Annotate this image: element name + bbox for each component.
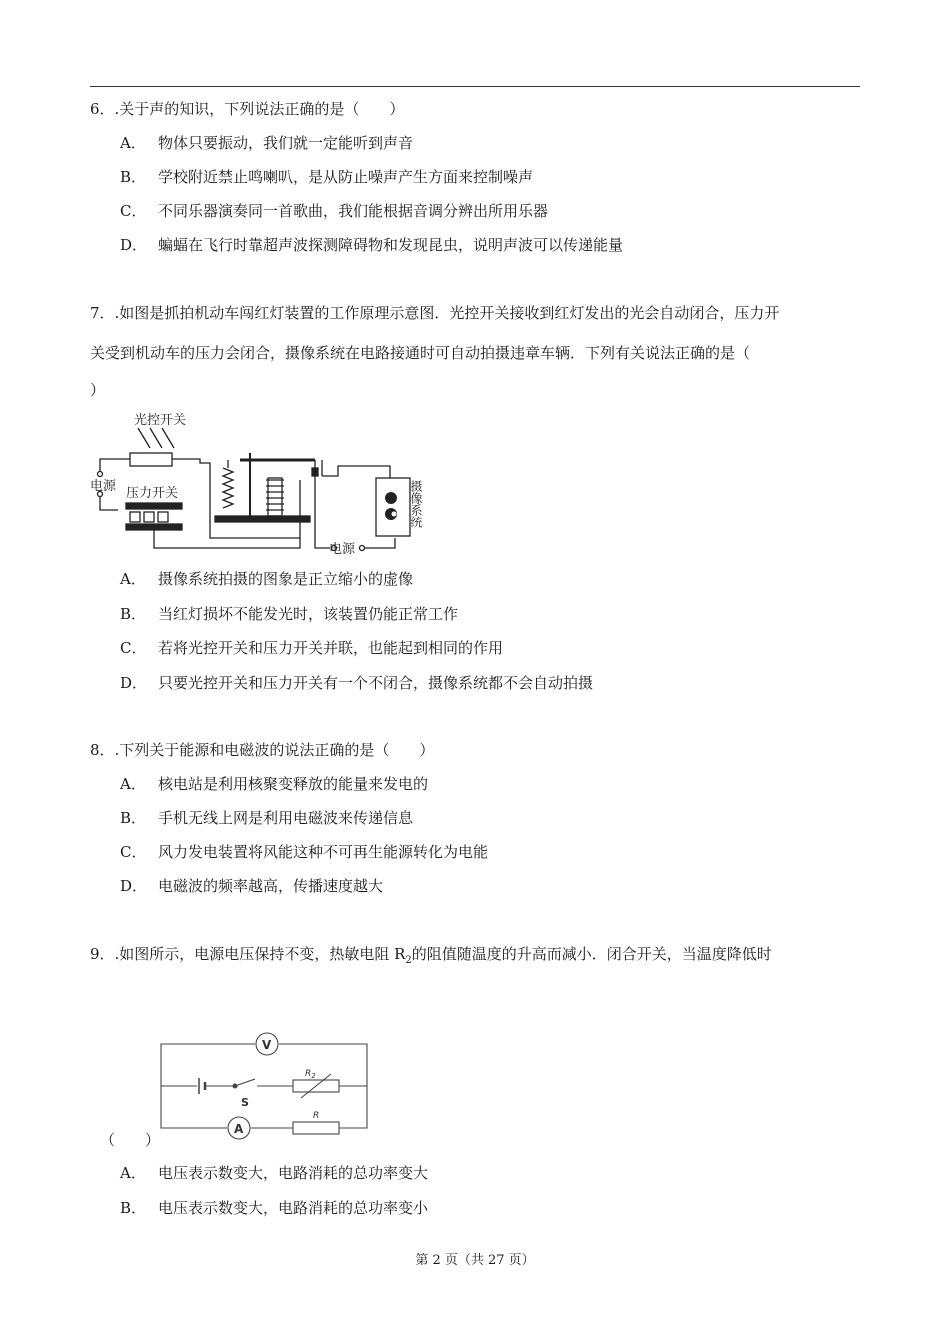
wire-pressure-out <box>154 530 300 548</box>
q8-stem: 8．.下列关于能源和电磁波的说法正确的是（ ） <box>90 741 435 759</box>
wire-power-to-camera <box>365 538 395 548</box>
power-terminal-top <box>98 472 103 477</box>
option-letter: C． <box>120 202 147 220</box>
label-power-bottom: 电源 <box>329 542 356 557</box>
resistor-box <box>293 1122 339 1134</box>
thermistor-label-sub: 2 <box>311 1072 316 1080</box>
option-letter: D． <box>120 877 148 895</box>
option-letter: A． <box>120 570 146 588</box>
q6-option-c[interactable] <box>120 201 548 221</box>
q6-option-d[interactable] <box>120 235 623 255</box>
contact-block-left <box>312 468 318 476</box>
relay-coil <box>266 480 284 510</box>
pressure-block-1 <box>130 512 140 522</box>
wire-contact-to-camera <box>322 466 390 478</box>
camera-lens-highlight <box>392 512 397 517</box>
q8-option-c[interactable] <box>120 842 488 862</box>
wire-left-top <box>100 459 130 472</box>
light-arrow-2 <box>150 428 162 448</box>
switch-blade <box>235 1079 255 1086</box>
q8-option-b[interactable] <box>120 808 413 828</box>
option-text: 学校附近禁止鸣喇叭，是从防止噪声产生方面来控制噪声 <box>158 168 534 186</box>
page-footer: 第 2 页（共 27 页） <box>415 1253 535 1268</box>
q7-option-b[interactable] <box>120 604 458 624</box>
q7-option-c[interactable] <box>120 638 503 658</box>
option-text: 核电站是利用核聚变释放的能量来发电的 <box>158 775 429 793</box>
q6-stem: 6．.关于声的知识，下列说法正确的是（ ） <box>90 100 405 118</box>
option-text: 当红灯损坏不能发光时，该装置仍能正常工作 <box>158 605 459 623</box>
wire-contact-to-power <box>315 476 330 548</box>
label-power-left: 电源 <box>90 479 117 494</box>
pressure-block-2 <box>144 512 154 522</box>
option-letter: A． <box>120 775 146 793</box>
light-switch-box <box>130 453 172 466</box>
option-letter: D． <box>120 236 148 254</box>
option-text: 若将光控开关和压力开关并联，也能起到相同的作用 <box>158 639 504 657</box>
option-letter: C． <box>120 843 147 861</box>
q9-option-a[interactable] <box>120 1163 428 1183</box>
camera-box <box>376 478 410 536</box>
pressure-plate-bottom <box>126 524 182 530</box>
q7-stem-line-1: 7．.如图是抓拍机动车闯红灯装置的工作原理示意图．光控开关接收到红灯发出的光会自动闭合，压力开 <box>90 304 780 322</box>
option-letter: A． <box>120 1164 146 1182</box>
traffic-camera-circuit-diagram <box>90 408 440 563</box>
option-text: 电磁波的频率越高，传播速度越大 <box>158 877 384 895</box>
q7-option-a[interactable] <box>120 569 413 589</box>
option-letter: B． <box>120 168 147 186</box>
option-text: 风力发电装置将风能这种不可再生能源转化为电能 <box>158 843 489 861</box>
light-arrow-3 <box>162 428 174 448</box>
q9-stem-pre: 9．.如图所示，电源电压保持不变，热敏电阻 R <box>90 945 406 963</box>
camera-lens-top <box>385 492 397 504</box>
thermistor-label-main: R <box>305 1069 312 1079</box>
q9-answer-paren: （ ） <box>100 1131 161 1149</box>
q7-figure <box>90 408 440 563</box>
wire-left-bottom <box>100 496 118 510</box>
label-light-switch: 光控开关 <box>134 413 187 428</box>
q7-stem-line-3: ） <box>90 381 106 399</box>
option-text: 电压表示数变大，电路消耗的总功率变大 <box>158 1164 429 1182</box>
header-rule <box>90 86 860 87</box>
wire-voltmeter-left <box>161 1044 255 1086</box>
option-letter: B． <box>120 605 147 623</box>
wire-ammeter-left <box>161 1086 227 1128</box>
voltmeter-label: V <box>262 1038 272 1052</box>
option-letter: A． <box>120 134 146 152</box>
relay-spring <box>223 468 233 508</box>
wire-r-right <box>339 1086 367 1128</box>
q7-option-d[interactable] <box>120 673 593 693</box>
option-letter: D． <box>120 674 148 692</box>
thermistor-label <box>305 1069 316 1080</box>
q7-stem-line-2: 关受到机动车的压力会闭合，摄像系统在电路接通时可自动拍摄违章车辆．下列有关说法正确的是（ <box>90 344 751 362</box>
q6-option-b[interactable] <box>120 167 533 187</box>
resistor-label: R <box>313 1111 320 1121</box>
q9-stem-post: 的阻值随温度的升高而减小．闭合开关，当温度降低时 <box>411 945 772 963</box>
relay-base <box>215 516 310 522</box>
power2-terminal-right <box>360 546 365 551</box>
option-text: 物体只要振动，我们就一定能听到声音 <box>158 134 414 152</box>
ammeter-label: A <box>234 1122 244 1136</box>
q9-option-b[interactable] <box>120 1198 428 1218</box>
q8-option-a[interactable] <box>120 774 428 794</box>
light-arrow-1 <box>138 428 150 448</box>
option-text: 不同乐器演奏同一首歌曲，我们能根据音调分辨出所用乐器 <box>158 202 549 220</box>
option-text: 只要光控开关和压力开关有一个不闭合，摄像系统都不会自动拍摄 <box>158 674 594 692</box>
label-pressure-switch: 压力开关 <box>126 486 179 501</box>
q9-stem-sub: 2 <box>405 955 412 966</box>
option-letter: B． <box>120 1199 147 1217</box>
option-text: 电压表示数变大，电路消耗的总功率变小 <box>158 1199 429 1217</box>
option-letter: B． <box>120 809 147 827</box>
label-camera: 摄像系统 <box>409 480 423 528</box>
q8-option-d[interactable] <box>120 876 383 896</box>
option-text: 蝙蝠在飞行时靠超声波探测障碍物和发现昆虫，说明声波可以传递能量 <box>158 236 624 254</box>
thermistor-circuit-diagram <box>155 1030 375 1142</box>
q9-stem <box>90 944 772 971</box>
pressure-plate-top <box>126 503 182 509</box>
option-text: 摄像系统拍摄的图象是正立缩小的虚像 <box>158 570 414 588</box>
q9-figure <box>155 1030 375 1142</box>
switch-label: S <box>241 1096 249 1109</box>
option-letter: C． <box>120 639 147 657</box>
q6-option-a[interactable] <box>120 133 413 153</box>
option-text: 手机无线上网是利用电磁波来传递信息 <box>158 809 414 827</box>
pressure-block-3 <box>158 512 168 522</box>
